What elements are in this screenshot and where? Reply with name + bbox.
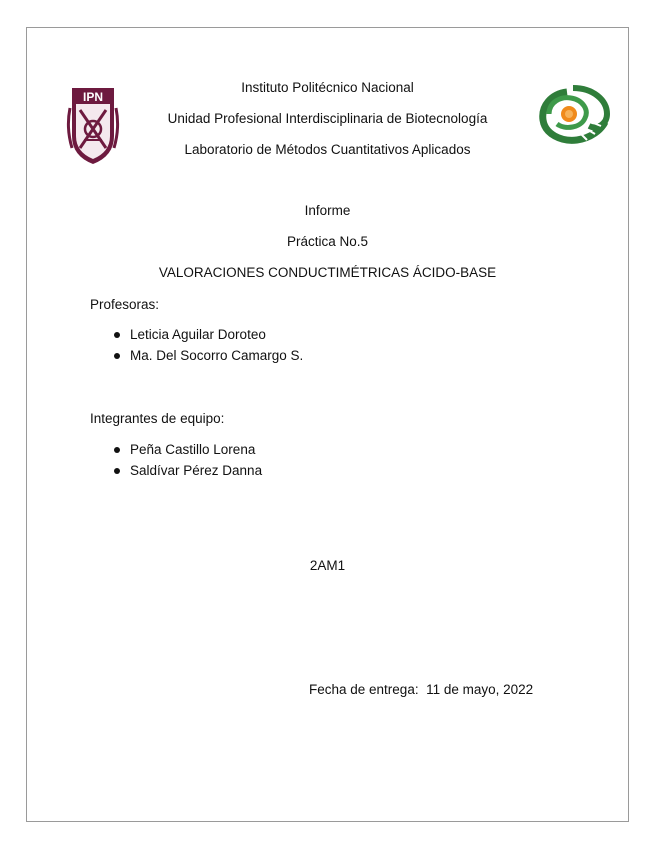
list-item	[110, 345, 303, 366]
ipn-logo-lettering: IPN	[82, 90, 104, 104]
practice-number: Práctica No.5	[286, 234, 369, 249]
bullet-icon	[114, 332, 120, 338]
laboratory-name: Laboratorio de Métodos Cuantitativos Aplicados	[184, 142, 471, 157]
delivery-label: Fecha de entrega:	[309, 682, 419, 697]
bullet-icon	[114, 468, 120, 474]
team-list	[110, 439, 262, 481]
list-item	[110, 460, 262, 481]
list-item	[110, 324, 303, 345]
report-type: Informe	[304, 203, 351, 218]
bullet-icon	[114, 447, 120, 453]
group-code: 2AM1	[309, 558, 346, 573]
bullet-icon	[114, 353, 120, 359]
professors-list	[110, 324, 303, 366]
professors-label: Profesoras:	[90, 297, 160, 312]
unit-name: Unidad Profesional Interdisciplinaria de Biotecnología	[167, 111, 488, 126]
team-label: Integrantes de equipo:	[90, 411, 225, 426]
report-title: VALORACIONES CONDUCTIMÉTRICAS ÁCIDO-BASE	[158, 265, 497, 280]
professor-name: Leticia Aguilar Doroteo	[130, 327, 266, 342]
team-member-name: Saldívar Pérez Danna	[130, 463, 263, 478]
institution-name: Instituto Politécnico Nacional	[241, 80, 414, 95]
team-member-name: Peña Castillo Lorena	[130, 442, 256, 457]
delivery-date-value: 11 de mayo, 2022	[426, 682, 534, 697]
list-item	[110, 439, 262, 460]
delivery-date	[309, 681, 533, 699]
professor-name: Ma. Del Socorro Camargo S.	[130, 348, 304, 363]
